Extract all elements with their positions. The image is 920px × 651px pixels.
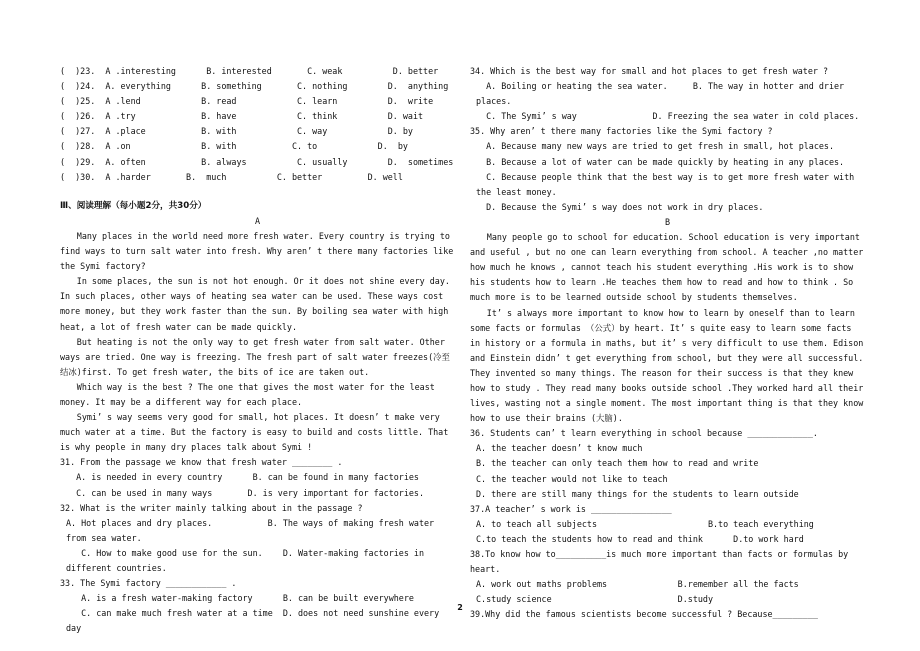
question-option: C. can make much fresh water at a time D. does not need sunshine every day: [66, 608, 445, 634]
question-option: C.study science D.study: [476, 594, 713, 605]
question-stem: 35. Why aren’ t there many factories like the Symi factory ?: [470, 126, 773, 137]
question-option: C. The Symi’ s way D. Freezing the sea water in cold places.: [476, 111, 860, 122]
question-stem: 32. What is the writer mainly talking about in the passage ?: [60, 502, 363, 513]
question-stem: 39.Why did the famous scientists become successful ? Because_________: [470, 609, 818, 620]
passage-paragraph: Which way is the best ? The one that gives the most water for the least money. It may be a different way for each place.: [60, 381, 435, 407]
question-stem: 38.To know how to__________is much more important than facts or formulas by heart.: [470, 549, 849, 575]
question-option: C.to teach the students how to read and think D.to work hard: [476, 533, 804, 544]
question-option: C. How to make good use for the sun. D. Water-making factories in different countries.: [66, 547, 430, 573]
question-option: A. Boiling or heating the sea water. B. The way in hotter and drier places.: [476, 81, 850, 107]
question-item: [470, 124, 865, 215]
question-item: [60, 501, 455, 576]
question-option: D. Because the Symi’ s way does not work in dry places.: [476, 201, 764, 212]
passage-paragraph: But heating is not the only way to get fresh water from salt water. Other ways are tried. One way is freezing. The fresh part of salt water freezes(冷至结冰)first. To get fresh water, the bits of ice are taken out.: [60, 336, 450, 377]
question-option: B. the teacher can only teach them how to read and write: [476, 458, 759, 469]
question-option: C. the teacher would not like to teach: [476, 473, 668, 484]
cloze-option-row: ( )23. A .interesting B. interested C. weak D. better: [60, 66, 439, 76]
question-item: [470, 502, 865, 547]
passage-a: [60, 229, 455, 455]
question-stem: 33. The Symi factory ____________ .: [60, 578, 237, 589]
cloze-option-row: ( )30. A .harder B. much C. better D. well: [60, 171, 403, 182]
cloze-option-row: ( )26. A .try B. have C. think D. wait: [60, 111, 424, 122]
passage-b: [470, 230, 865, 426]
question-option: A. the teacher doesn’ t know much: [476, 443, 643, 454]
cloze-option-row: ( )29. A. often B. always C. usually D. sometimes: [60, 156, 454, 167]
question-stem: 37.A teacher’ s work is ________________: [470, 503, 672, 514]
page-number: 2: [457, 603, 463, 612]
cloze-options-list: [60, 64, 455, 185]
passage-a-label: A: [254, 215, 261, 226]
question-option: A. Hot places and dry places. B. The ways of making fresh water from sea water.: [66, 517, 440, 543]
question-item: [470, 64, 865, 124]
question-item: [470, 426, 865, 501]
passage-paragraph: Many people go to school for education. School education is very important and useful , but no one can learn everything from school. A teacher ,no matter how much he knows , cannot teach his student everything .His work is to show his students how to learn .He teaches them how to read and how to think . So much more is to be learned outside school by students themselves.: [470, 232, 864, 303]
cloze-option-row: ( )25. A .lend B. read C. learn D. write: [60, 96, 434, 107]
cloze-option-row: ( )27. A .place B. with C. way D. by: [60, 126, 413, 137]
question-stem: 34. Which is the best way for small and hot places to get fresh water ?: [470, 66, 828, 76]
passage-paragraph: In some places, the sun is not hot enough. Or it does not shine every day. In such places, other ways of heating sea water can be used. These ways cost more money, but they work faster than the sun. By boiling sea water with high heat, a lot of fresh water can be made quickly.: [60, 276, 450, 332]
question-stem: 31. From the passage we know that fresh water ________ .: [60, 457, 343, 468]
question-option: B. Because a lot of water can be made quickly by heating in any places.: [476, 156, 845, 167]
right-column: [470, 64, 865, 622]
question-option: D. there are still many things for the students to learn outside: [476, 488, 799, 499]
passage-b-label: B: [664, 216, 671, 227]
questions-36-39: [470, 426, 865, 622]
section-title: Ⅲ、阅读理解（每小题2分，共30分）: [60, 200, 207, 211]
passage-paragraph: Symi’ s way seems very good for small, hot places. It doesn’ t make very much water at a time. But the factory is easy to build and costs little. That is why people in many dry places talk about Symi !: [60, 412, 449, 453]
question-option: C. Because people think that the best way is to get more fresh water with the least money.: [476, 171, 860, 197]
left-column: [60, 64, 455, 636]
question-option: A. Because many new ways are tried to get fresh in small, hot places.: [476, 141, 835, 152]
question-option: A. work out maths problems B.remember all the facts: [476, 579, 799, 590]
question-option: A. to teach all subjects B.to teach everything: [476, 518, 814, 529]
passage-paragraph: Many places in the world need more fresh water. Every country is trying to find ways to turn salt water into fresh. Why aren’ t there many factories like the Symi factory?: [60, 230, 454, 272]
passage-paragraph: It’ s always more important to know how to learn by oneself than to learn some facts or formulas （公式）by heart. It’ s quite easy to learn some facts in history or a formula in maths, but it’ s very difficult to use them. Edison and Einstein didn’ t get everything from school, but they were all successful. They invented so many things. The reason for their success is that they knew how to study . They read many books outside school .They worked hard all their lives, wasting not a single moment. The most important thing is that they know how to use their brains (大脑).: [470, 307, 864, 424]
question-stem: 36. Students can’ t learn everything in school because _____________.: [470, 428, 818, 439]
questions-34-35: [470, 64, 865, 215]
question-option: A. is needed in every country B. can be found in many factories: [66, 472, 419, 483]
question-option: A. is a fresh water-making factory B. can be built everywhere: [66, 593, 414, 604]
question-item: [60, 455, 455, 500]
cloze-option-row: ( )28. A .on B. with C. to D. by: [60, 141, 408, 152]
question-option: C. can be used in many ways D. is very important for factories.: [66, 487, 425, 498]
cloze-option-row: ( )24. A. everything B. something C. nothing D. anything: [60, 81, 449, 92]
question-item: [470, 547, 865, 607]
